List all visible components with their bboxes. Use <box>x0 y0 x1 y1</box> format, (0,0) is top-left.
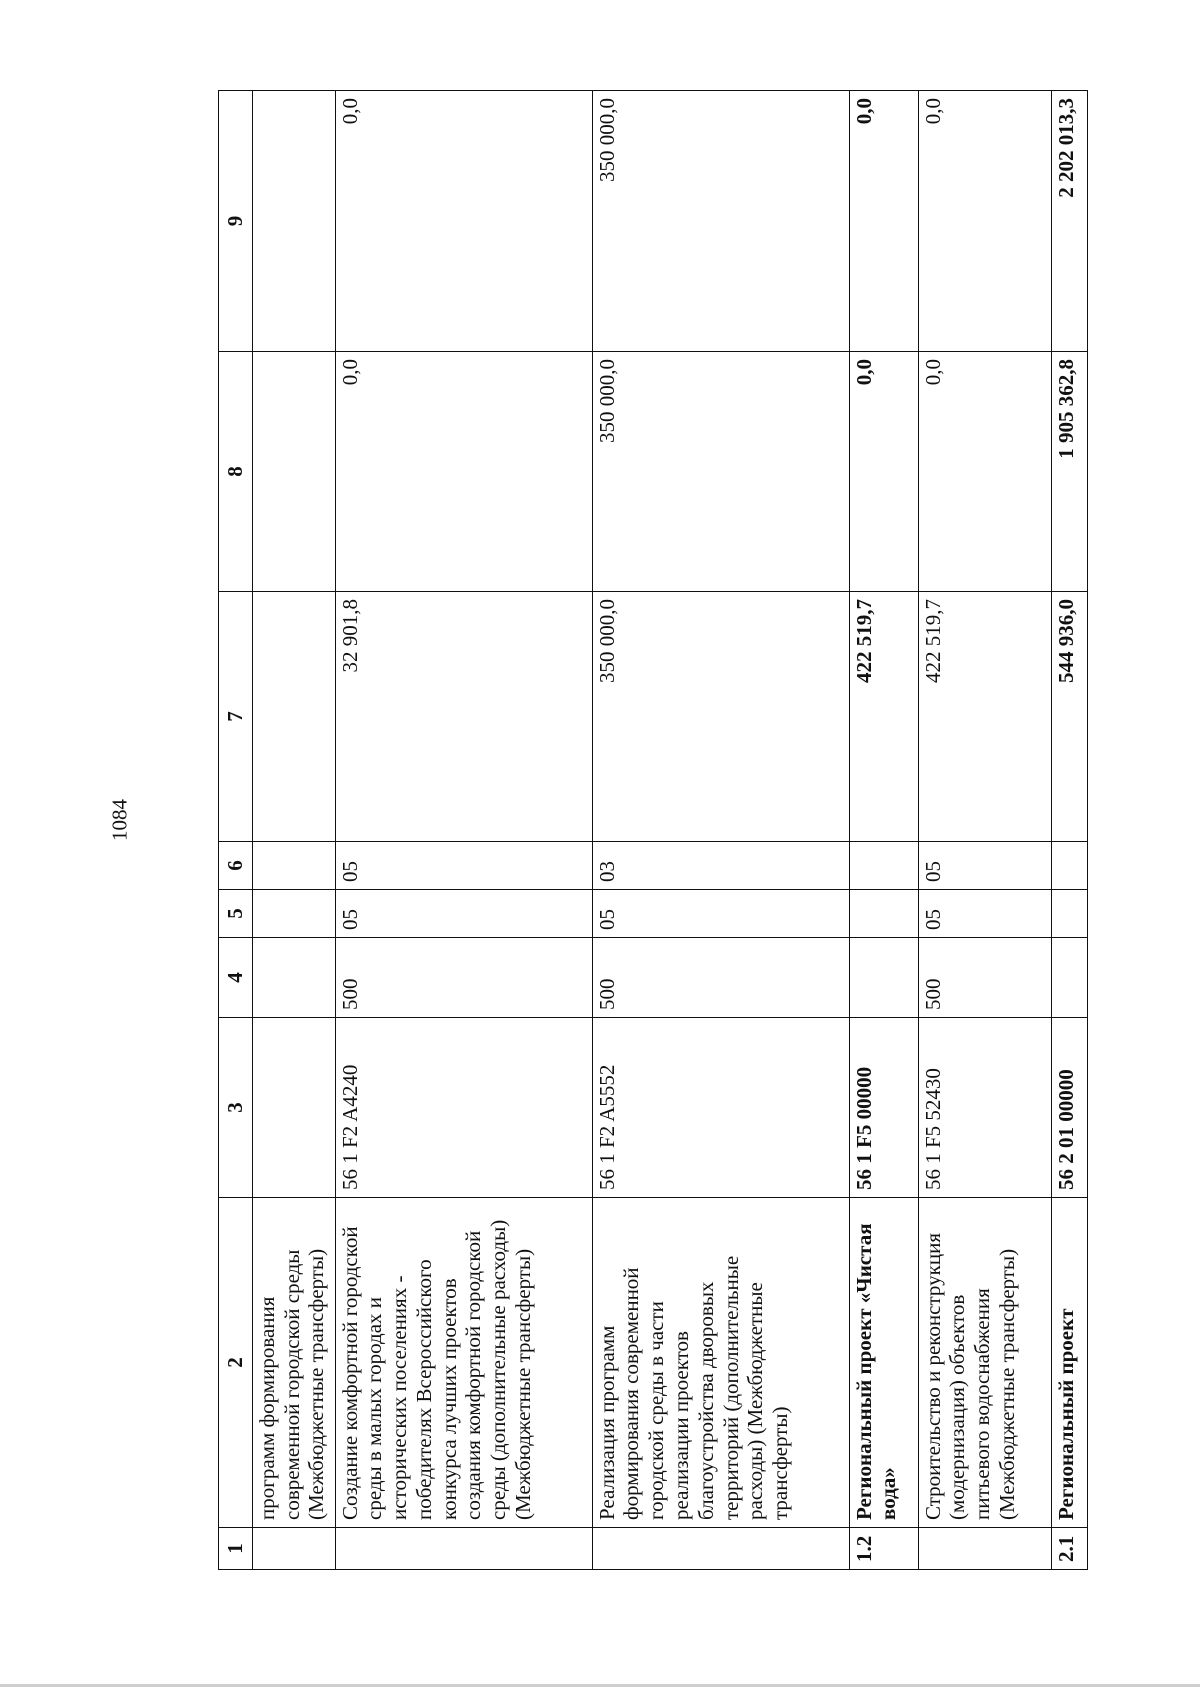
row-name: Региональный проект <box>1052 1198 1088 1528</box>
row-number <box>918 1528 1052 1570</box>
row-value-8: 0,0 <box>918 352 1052 592</box>
row-col5: 05 <box>335 890 592 938</box>
row-code <box>252 1018 335 1198</box>
row-col6 <box>1052 842 1088 890</box>
column-header: 9 <box>219 91 253 352</box>
row-value-9: 0,0 <box>918 91 1052 352</box>
row-col6 <box>252 842 335 890</box>
row-code: 56 1 F5 52430 <box>918 1018 1052 1198</box>
row-value-7: 422 519,7 <box>918 592 1052 842</box>
row-value-8: 0,0 <box>335 352 592 592</box>
row-col5 <box>252 890 335 938</box>
column-header: 6 <box>219 842 253 890</box>
row-number: 1.2 <box>849 1528 918 1570</box>
row-value-9 <box>252 91 335 352</box>
rotated-table-container <box>218 90 1088 1570</box>
page-number: 1084 <box>107 799 132 841</box>
row-col5: 05 <box>918 890 1052 938</box>
table-row <box>592 91 849 1570</box>
row-col4 <box>849 938 918 1018</box>
row-col6: 05 <box>335 842 592 890</box>
row-col4 <box>252 938 335 1018</box>
row-value-8 <box>252 352 335 592</box>
row-code: 56 1 F2 A5552 <box>592 1018 849 1198</box>
row-value-8: 0,0 <box>849 352 918 592</box>
scan-bottom-edge <box>0 1684 1200 1687</box>
row-code: 56 1 F5 00000 <box>849 1018 918 1198</box>
row-value-9: 0,0 <box>849 91 918 352</box>
table-row <box>918 91 1052 1570</box>
row-col4 <box>1052 938 1088 1018</box>
row-col5 <box>1052 890 1088 938</box>
row-col6: 05 <box>918 842 1052 890</box>
table-row <box>335 91 592 1570</box>
row-value-8: 1 905 362,8 <box>1052 352 1088 592</box>
row-value-9: 2 202 013,3 <box>1052 91 1088 352</box>
row-value-9: 0,0 <box>335 91 592 352</box>
column-header: 1 <box>219 1528 253 1570</box>
row-col5 <box>849 890 918 938</box>
row-name: Создание комфортной городской среды в малых городах и исторических поселениях - победителях Всероссийского конкурса лучших проектов создания комфортной городской среды (дополнительные расходы) (Межбюджетные трансферты) <box>335 1198 592 1528</box>
row-number: 2.1 <box>1052 1528 1088 1570</box>
row-col5: 05 <box>592 890 849 938</box>
row-name: Региональный проект «Чистая вода» <box>849 1198 918 1528</box>
row-name: программ формирования современной городской среды (Межбюджетные трансферты) <box>252 1198 335 1528</box>
row-value-7: 422 519,7 <box>849 592 918 842</box>
row-number <box>592 1528 849 1570</box>
table-row <box>252 91 335 1570</box>
column-header: 8 <box>219 352 253 592</box>
row-code: 56 2 01 00000 <box>1052 1018 1088 1198</box>
row-value-7: 32 901,8 <box>335 592 592 842</box>
column-header: 2 <box>219 1198 253 1528</box>
column-header: 5 <box>219 890 253 938</box>
table-row <box>1052 91 1088 1570</box>
row-number <box>252 1528 335 1570</box>
row-value-9: 350 000,0 <box>592 91 849 352</box>
row-value-7: 350 000,0 <box>592 592 849 842</box>
row-value-7 <box>252 592 335 842</box>
row-col4: 500 <box>918 938 1052 1018</box>
row-col6: 03 <box>592 842 849 890</box>
budget-table <box>218 90 1088 1570</box>
row-col6 <box>849 842 918 890</box>
row-name: Строительство и реконструкция (модернизация) объектов питьевого водоснабжения (Межбюджетные трансферты) <box>918 1198 1052 1528</box>
row-name: Реализация программ формирования современной городской среды в части реализации проектов благоустройства дворовых территорий (дополнительные расходы) (Межбюджетные трансферты) <box>592 1198 849 1528</box>
row-value-7: 544 936,0 <box>1052 592 1088 842</box>
header-row <box>219 91 253 1570</box>
column-header: 4 <box>219 938 253 1018</box>
row-col4: 500 <box>592 938 849 1018</box>
row-code: 56 1 F2 A4240 <box>335 1018 592 1198</box>
row-col4: 500 <box>335 938 592 1018</box>
row-number <box>335 1528 592 1570</box>
column-header: 3 <box>219 1018 253 1198</box>
row-value-8: 350 000,0 <box>592 352 849 592</box>
column-header: 7 <box>219 592 253 842</box>
table-row <box>849 91 918 1570</box>
